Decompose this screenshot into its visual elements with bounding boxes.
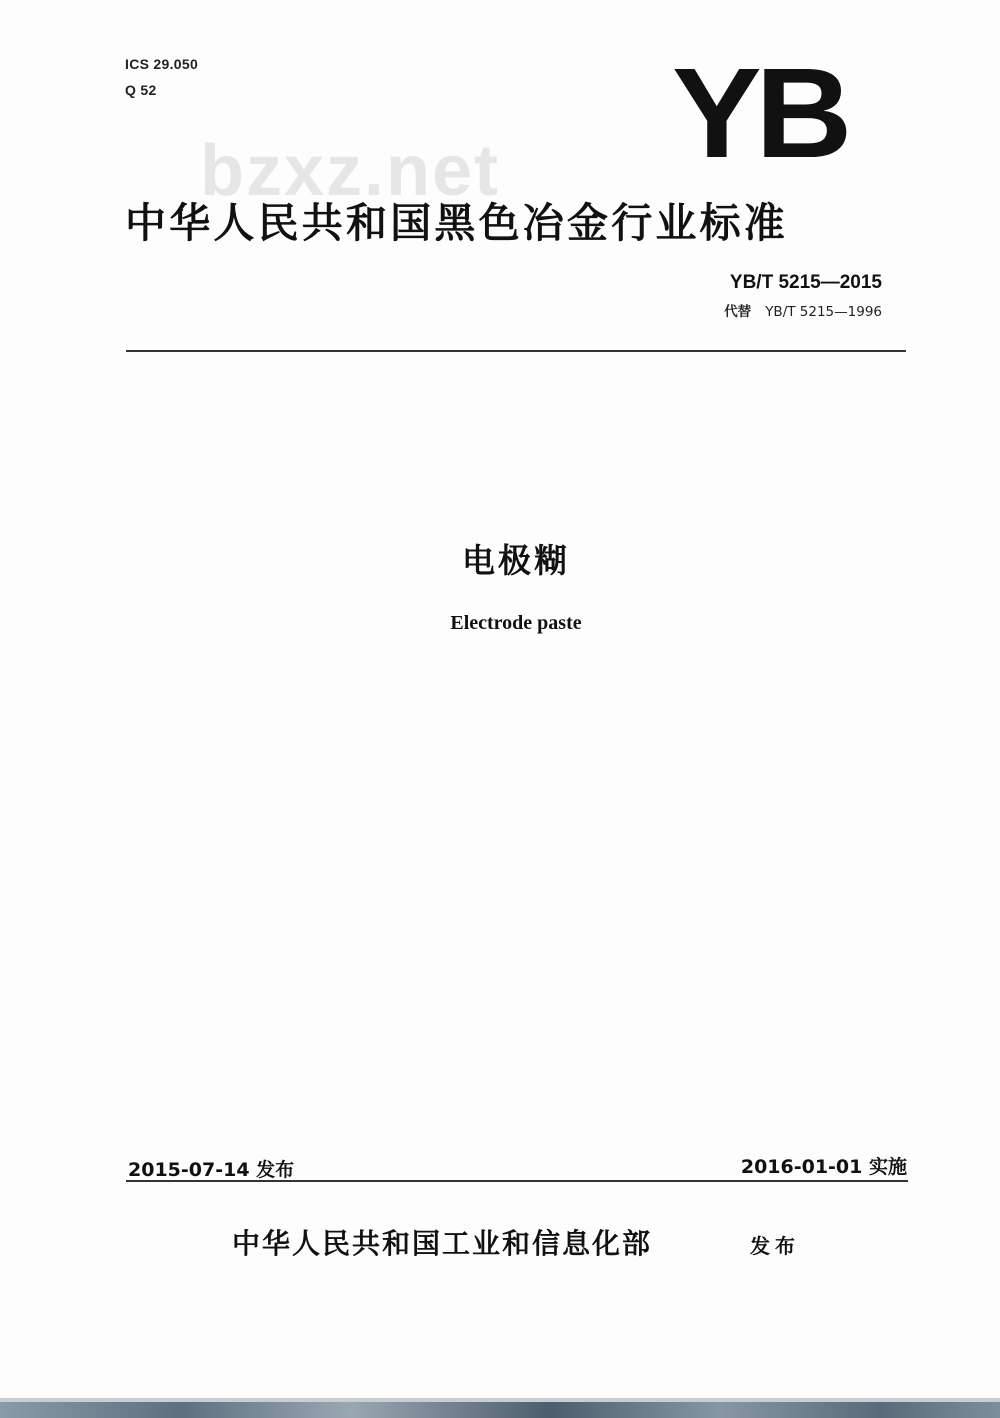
document-title-chinese: 电极糊 xyxy=(462,541,570,580)
watermark: bzxz.net xyxy=(200,131,501,211)
ics-code: ICS 29.050 xyxy=(125,56,199,72)
standard-number: YB/T 5215—2015 xyxy=(729,272,882,293)
effective-date: 2016-01-01 实施 xyxy=(740,1156,907,1178)
yb-logo: YB xyxy=(672,42,847,185)
ccs-code: Q 52 xyxy=(125,82,157,98)
footer-divider xyxy=(126,1180,908,1182)
publish-label: 发布 xyxy=(750,1234,800,1258)
industry-standard-title: 中华人民共和国黑色冶金行业标准 xyxy=(125,199,788,247)
document-title-english: Electrode paste xyxy=(450,612,582,634)
replaces-label: 代替 xyxy=(724,304,752,320)
publisher-name: 中华人民共和国工业和信息化部 xyxy=(232,1227,653,1260)
scan-bottom-strip xyxy=(0,1402,1000,1418)
header-divider xyxy=(126,350,906,352)
issue-date: 2015-07-14 发布 xyxy=(128,1159,295,1181)
replaces-number: YB/T 5215—1996 xyxy=(765,304,882,320)
standard-replaces xyxy=(724,300,882,320)
